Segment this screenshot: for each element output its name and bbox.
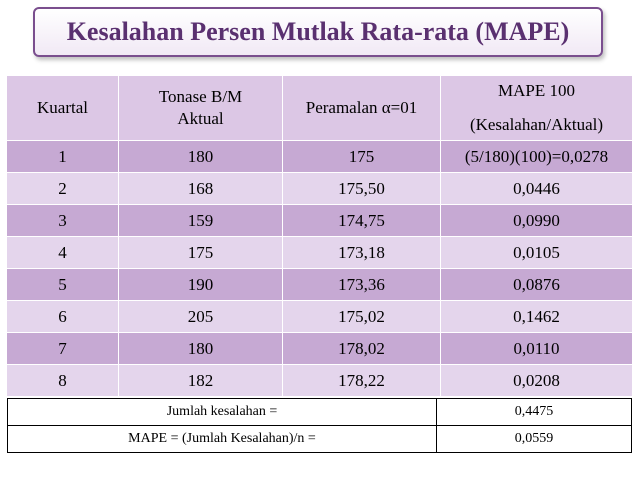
header-kuartal-label: Kuartal [37,98,88,117]
title-box [33,7,603,57]
table-header-row [7,76,633,141]
table-row [7,365,633,397]
cell-mape: 0,1462 [441,301,633,333]
cell-kuartal: 6 [7,301,119,333]
cell-kuartal: 2 [7,173,119,205]
cell-peramalan: 174,75 [283,205,441,237]
cell-kuartal: 3 [7,205,119,237]
cell-mape: (5/180)(100)=0,0278 [441,141,633,173]
cell-peramalan: 175 [283,141,441,173]
cell-tonase: 190 [119,269,283,301]
table-row [7,173,633,205]
jumlah-label: Jumlah kesalahan = [8,399,437,426]
cell-tonase: 180 [119,333,283,365]
cell-tonase: 205 [119,301,283,333]
cell-peramalan: 175,50 [283,173,441,205]
cell-mape: 0,0990 [441,205,633,237]
header-peramalan-label: Peramalan α=01 [305,98,418,117]
cell-peramalan: 173,18 [283,237,441,269]
cell-tonase: 159 [119,205,283,237]
cell-tonase: 180 [119,141,283,173]
cell-kuartal: 7 [7,333,119,365]
cell-tonase: 168 [119,173,283,205]
table-row [7,333,633,365]
cell-peramalan: 175,02 [283,301,441,333]
cell-mape: 0,0110 [441,333,633,365]
cell-tonase: 175 [119,237,283,269]
table-row [7,269,633,301]
table-row [7,205,633,237]
table-row [7,237,633,269]
header-mape-line2: (Kesalahan/Aktual) [469,115,604,134]
header-tonase-line2: Aktual [177,109,224,128]
cell-peramalan: 173,36 [283,269,441,301]
summary-table [7,398,632,453]
table-row [7,141,633,173]
header-tonase-line1: Tonase B/M [158,87,243,106]
mape-value: 0,0559 [437,426,632,453]
cell-mape: 0,0446 [441,173,633,205]
cell-peramalan: 178,22 [283,365,441,397]
summary-row-jumlah [8,399,632,426]
cell-kuartal: 5 [7,269,119,301]
jumlah-value: 0,4475 [437,399,632,426]
header-kuartal [7,76,119,141]
mape-label: MAPE = (Jumlah Kesalahan)/n = [8,426,437,453]
cell-mape: 0,0208 [441,365,633,397]
cell-kuartal: 8 [7,365,119,397]
cell-mape: 0,0105 [441,237,633,269]
cell-tonase: 182 [119,365,283,397]
table-row [7,301,633,333]
header-mape-line1: MAPE 100 [498,81,575,100]
cell-mape: 0,0876 [441,269,633,301]
cell-kuartal: 4 [7,237,119,269]
cell-kuartal: 1 [7,141,119,173]
header-mape [441,76,633,141]
mape-table [6,75,633,397]
header-peramalan [283,76,441,141]
header-tonase [119,76,283,141]
summary-row-mape [8,426,632,453]
cell-peramalan: 178,02 [283,333,441,365]
page-title: Kesalahan Persen Mutlak Rata-rata (MAPE) [66,17,570,46]
